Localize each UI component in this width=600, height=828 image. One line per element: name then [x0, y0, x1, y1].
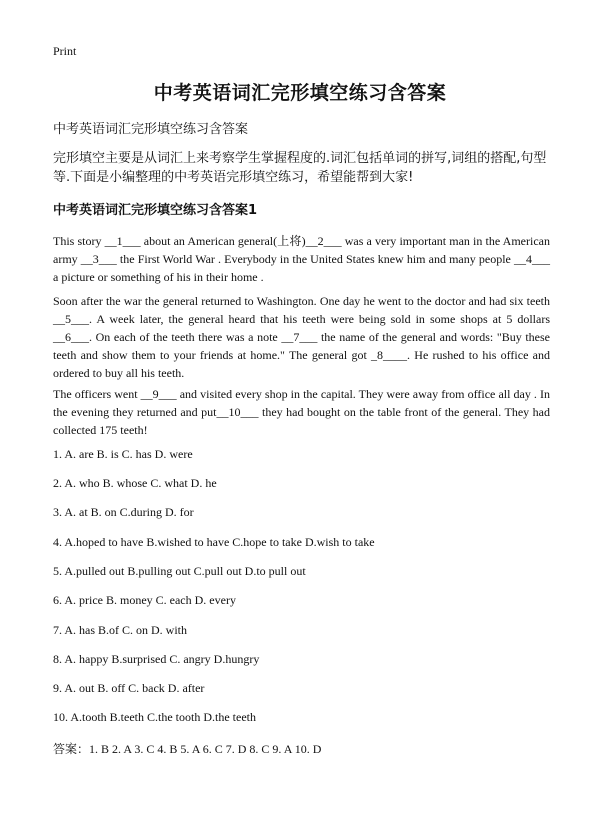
- option-line-1: 1. A. are B. is C. has D. were: [53, 447, 193, 461]
- page-title: 中考英语词汇完形填空练习含答案: [153, 82, 447, 104]
- option-line-5: 5. A.pulled out B.pulling out C.pull out D.to pull out: [53, 564, 306, 578]
- option-line-10: 10. A.tooth B.teeth C.the tooth D.the teeth: [53, 710, 256, 724]
- intro-paragraph: 完形填空主要是从词汇上来考察学生掌握程度的.词汇包括单词的拼写,词组的搭配,句型等.下面是小编整理的中考英语完形填空练习，希望能帮到大家!: [53, 151, 547, 185]
- print-label: Print: [53, 44, 77, 58]
- passage-paragraph-1: This story __1___ about an American general(上将)__2___ was a very important man in the American army __3___ the First World War . Everybody in the United States knew him and many people __4___ a picture or something of his in their home .: [53, 234, 550, 284]
- option-line-7: 7. A. has B.of C. on D. with: [53, 623, 188, 637]
- option-line-4: 4. A.hoped to have B.wished to have C.hope to take D.wish to take: [53, 535, 375, 549]
- option-line-8: 8. A. happy B.surprised C. angry D.hungry: [53, 652, 260, 666]
- option-line-9: 9. A. out B. off C. back D. after: [53, 681, 205, 695]
- answer-key: 答案：1. B 2. A 3. C 4. B 5. A 6. C 7. D 8. C 9. A 10. D: [53, 742, 322, 756]
- option-line-3: 3. A. at B. on C.during D. for: [53, 505, 194, 519]
- passage-paragraph-3: The officers went __9___ and visited every shop in the capital. They were away from office all day . In the evening they returned and put__10___ they had bought on the table front of the general. They had collected 175 teeth!: [53, 387, 550, 437]
- option-line-2: 2. A. who B. whose C. what D. he: [53, 476, 217, 490]
- passage-paragraph-2: Soon after the war the general returned to Washington. One day he went to the doctor and had six teeth __5___. A week later, the general heard that his teeth were being sold in some shops at 5 dollars __6___. On each of the teeth there was a note __7___ the name of the general and words: "Buy these teeth and show them to your friends at home." The general got _8____. He rushed to his office and ordered to buy all his teeth.: [53, 294, 550, 380]
- subtitle: 中考英语词汇完形填空练习含答案: [53, 122, 249, 137]
- section-heading: 中考英语词汇完形填空练习含答案1: [53, 203, 258, 218]
- option-line-6: 6. A. price B. money C. each D. every: [53, 593, 236, 607]
